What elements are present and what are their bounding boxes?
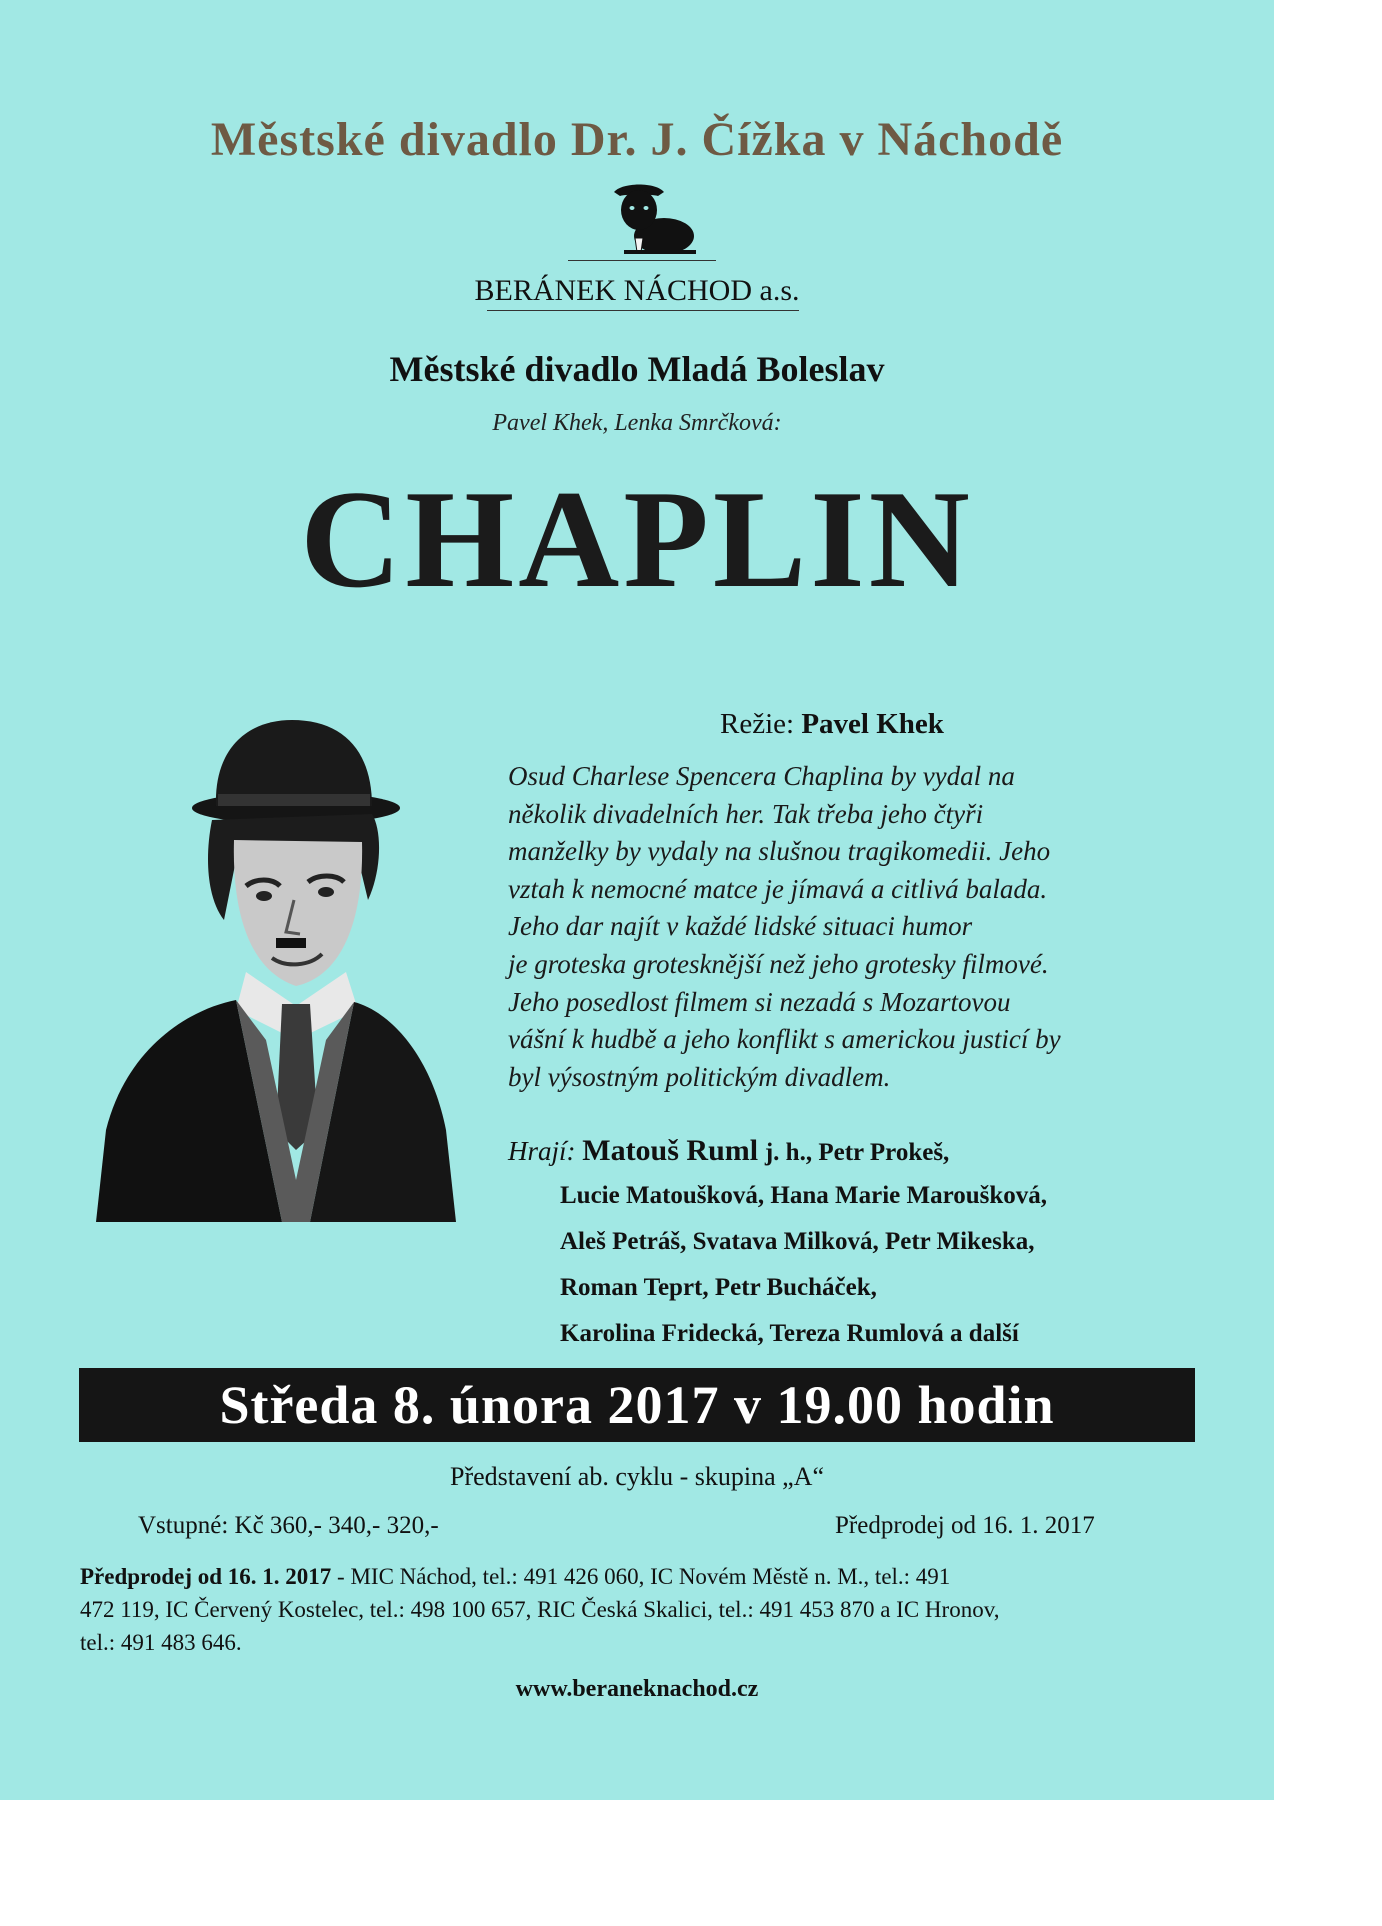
description-line: vztah k nemocné matce je jímavá a citlivá balada.	[508, 873, 1048, 904]
event-date: Středa 8. února 2017 v 19.00 hodin	[79, 1368, 1195, 1442]
cast-line: Aleš Petráš, Svatava Milková, Petr Mikeska,	[560, 1228, 1035, 1255]
cast-lead: Matouš Ruml	[582, 1134, 759, 1167]
presale-info-line: tel.: 491 483 646.	[80, 1630, 242, 1655]
ticket-prices: Vstupné: Kč 360,- 340,- 320,-	[138, 1512, 439, 1539]
description-line: Jeho dar najít v každé lidské situaci humor	[508, 911, 973, 942]
description-line: vášní k hudbě a jeho konflikt s americkou justicí by	[508, 1024, 1061, 1055]
description-line: Osud Charlese Spencera Chaplina by vydal na	[508, 761, 1015, 791]
director-label: Režie:	[720, 708, 795, 740]
cast-line: Roman Teprt, Petr Bucháček,	[560, 1274, 877, 1301]
subscription-cycle: Představení ab. cyklu - skupina „A“	[449, 1462, 824, 1491]
description	[508, 758, 1198, 1096]
description-line: manželky by vydaly na slušnou tragikomedii. Jeho	[508, 836, 1051, 867]
lamb-icon	[602, 178, 698, 260]
description-line: je groteska grotesknější než jeho grotesky filmové.	[508, 948, 1049, 979]
cast-intro	[508, 1134, 949, 1168]
presale-info-line: - MIC Náchod, tel.: 491 426 060, IC Novém Městě n. M., tel.: 491	[331, 1564, 951, 1589]
cast-line: Karolina Fridecká, Tereza Rumlová a další	[560, 1320, 1019, 1347]
description-line: několik divadelních her. Tak třeba jeho čtyři	[508, 798, 984, 829]
theatre-title: Městské divadlo Dr. J. Čížka v Náchodě	[210, 113, 1064, 166]
presale-date: Předprodej od 16. 1. 2017	[835, 1512, 1095, 1539]
description-line: Jeho posedlost filmem si nezadá s Mozartovou	[508, 986, 1011, 1017]
director-credit	[720, 708, 944, 741]
presale-info-label: Předprodej od 16. 1. 2017	[80, 1564, 332, 1589]
chaplin-portrait	[96, 710, 456, 1222]
description-line: byl výsostným politickým divadlem.	[508, 1061, 891, 1092]
producer: Městské divadlo Mladá Boleslav	[389, 349, 885, 389]
cast-label: Hrají:	[508, 1136, 576, 1166]
play-title: CHAPLIN	[300, 462, 974, 617]
director-name: Pavel Khek	[801, 708, 944, 740]
authors: Pavel Khek, Lenka Smrčková:	[492, 410, 782, 436]
presale-info	[80, 1560, 1160, 1659]
presale-info-line: 472 119, IC Červený Kostelec, tel.: 498 100 657, RIC Česká Skalici, tel.: 491 453 870 a IC Hronov,	[80, 1597, 1000, 1622]
cast-line: Lucie Matoušková, Hana Marie Maroušková,	[560, 1182, 1048, 1209]
company-name: BERÁNEK NÁCHOD a.s.	[474, 274, 800, 307]
company-underline	[487, 310, 799, 311]
logo-divider	[568, 260, 716, 261]
website-link[interactable]: www.beraneknachod.cz	[515, 1676, 759, 1702]
cast-lead-suffix: j. h., Petr Prokeš,	[764, 1139, 950, 1166]
